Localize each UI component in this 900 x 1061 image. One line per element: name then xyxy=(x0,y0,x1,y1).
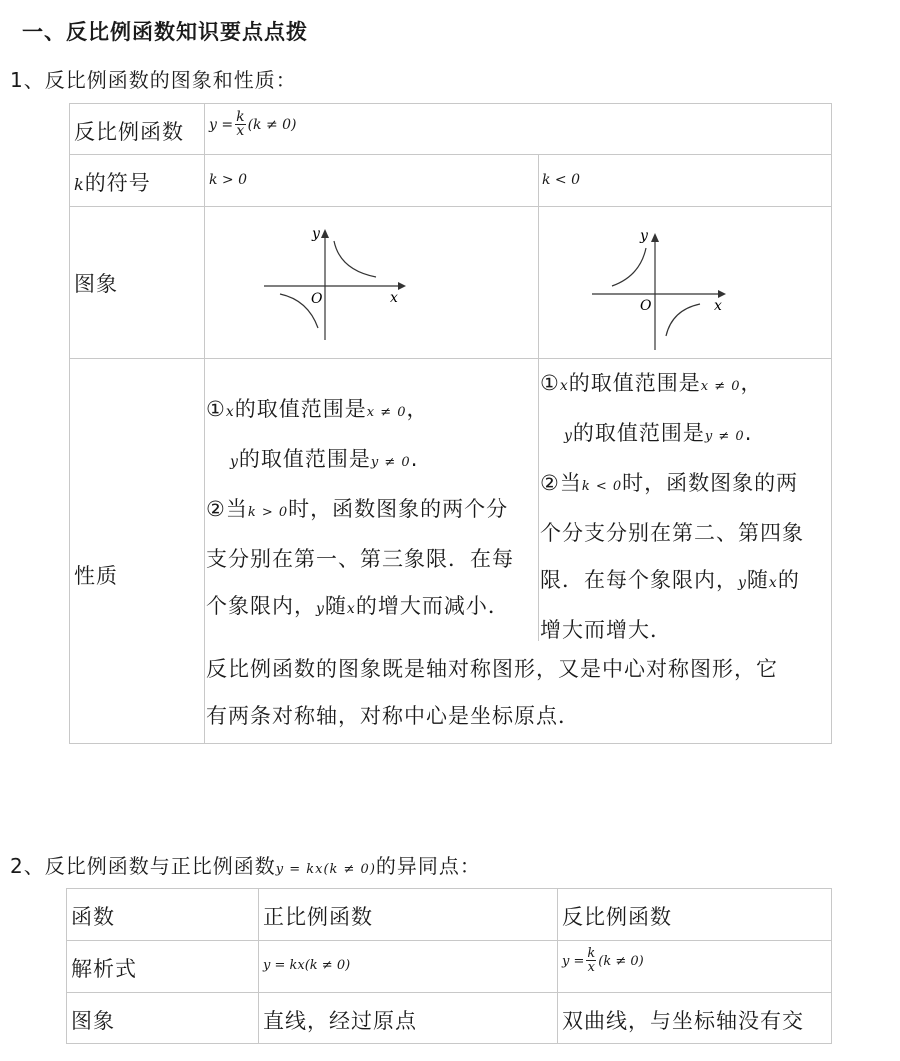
inv-expr-numerator: k xyxy=(587,946,596,961)
table2-header-inverse: 反比例函数 xyxy=(562,905,672,929)
neg-line-3: ②当k < 0时，函数图象的两 xyxy=(540,471,799,495)
graph1-y-label: y xyxy=(312,226,320,242)
property-positive-k xyxy=(206,386,514,633)
pos-line-1: ①x的取值范围是x ≠ 0， xyxy=(206,397,429,421)
row-graph2-label: 图象 xyxy=(71,1009,115,1033)
section2-title-b: 的异同点： xyxy=(375,854,481,878)
pos-line-5: 个象限内，y随x的增大而减小． xyxy=(206,594,510,618)
graph2-origin-label: O xyxy=(640,298,652,314)
section2-title-math: y = kx(k ≠ 0) xyxy=(275,862,376,877)
graph1-x-label: x xyxy=(390,290,398,306)
sign-negative: k < 0 xyxy=(542,172,581,188)
direct-expression: y = kx(k ≠ 0) xyxy=(263,958,351,973)
main-heading: 一、反比例函数知识要点点拨 xyxy=(22,20,308,44)
sign-label-text: 的符号 xyxy=(84,171,151,195)
neg-line-6: 增大而增大． xyxy=(540,618,672,642)
pos-line-4: 支分别在第一、第三象限．在每 xyxy=(206,547,514,571)
graph2-x-label: x xyxy=(714,298,722,314)
row-sign-label xyxy=(74,167,151,197)
neg-line-1: ①x的取值范围是x ≠ 0， xyxy=(540,371,763,395)
formula-numerator: k xyxy=(236,109,245,125)
graph1-origin-label: O xyxy=(311,291,323,307)
inverse-graph-desc: 双曲线，与坐标轴没有交 xyxy=(562,1009,804,1033)
branch-quadrant-2 xyxy=(612,248,646,286)
row-expression-label: 解析式 xyxy=(71,957,137,981)
pos-line-3: ②当k > 0时，函数图象的两个分 xyxy=(206,497,509,521)
graph-negative-k xyxy=(588,224,738,352)
property-negative-k xyxy=(540,360,804,654)
inv-expr-prefix: y = xyxy=(562,954,585,969)
graph2-y-label: y xyxy=(640,228,648,244)
neg-line-5: 限．在每个象限内，y随x的 xyxy=(540,568,800,592)
section1-title: 1、反比例函数的图象和性质： xyxy=(10,68,297,92)
inverse-formula xyxy=(209,111,297,138)
table2-header-function: 函数 xyxy=(71,905,115,929)
symmetry-line-2: 有两条对称轴，对称中心是坐标原点． xyxy=(206,704,580,728)
formula-condition: (k ≠ 0) xyxy=(247,117,297,133)
formula-fraction xyxy=(235,111,245,138)
symmetry-text xyxy=(206,646,778,740)
section2-title-a: 2、反比例函数与正比例函数 xyxy=(10,854,276,878)
inv-expr-denominator: x xyxy=(587,960,595,975)
direct-graph-desc: 直线，经过原点 xyxy=(263,1009,417,1033)
graph-positive-k xyxy=(258,222,408,344)
neg-line-4: 个分支分别在第二、第四象 xyxy=(540,521,804,545)
table2-header-direct: 正比例函数 xyxy=(263,905,373,929)
inv-expr-fraction xyxy=(586,947,596,974)
formula-prefix: y = xyxy=(209,117,234,133)
sign-label-var: k xyxy=(74,175,85,194)
sign-positive: k > 0 xyxy=(209,172,248,188)
inv-expr-condition: (k ≠ 0) xyxy=(598,954,644,969)
row-graph-label: 图象 xyxy=(74,272,118,296)
branch-quadrant-4 xyxy=(666,304,700,336)
row-property-label: 性质 xyxy=(74,564,118,588)
formula-denominator: x xyxy=(236,123,245,139)
neg-line-2: y的取值范围是y ≠ 0. xyxy=(564,421,753,445)
inverse-expression xyxy=(562,947,644,974)
pos-line-2: y的取值范围是y ≠ 0. xyxy=(230,447,419,471)
symmetry-line-1: 反比例函数的图象既是轴对称图形，又是中心对称图形，它 xyxy=(206,657,778,681)
row-function-label: 反比例函数 xyxy=(74,120,184,144)
section2-title xyxy=(10,850,481,879)
branch-quadrant-1 xyxy=(334,241,376,277)
